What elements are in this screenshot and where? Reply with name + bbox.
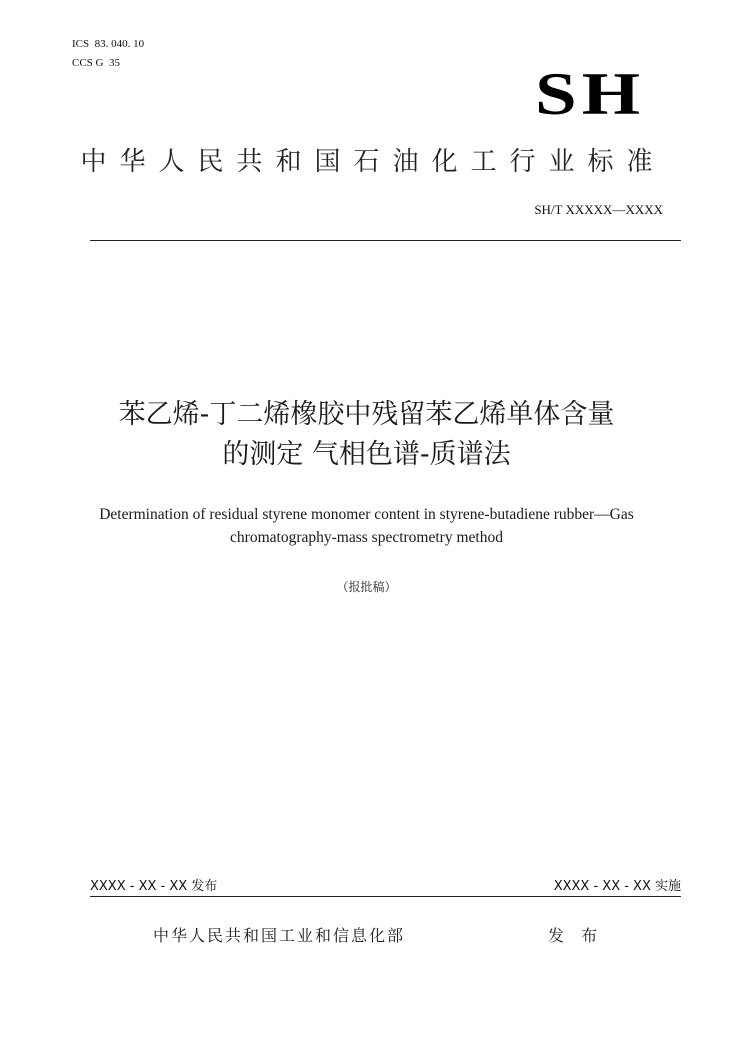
draft-status: （报批稿） <box>336 580 397 594</box>
issue-label: 发 布 <box>548 926 604 945</box>
english-title-line-1: Determination of residual styrene monomer content in styrene-butadiene rubber—Gas <box>99 506 634 523</box>
publish-date: XXXX - XX - XX 发布 <box>90 879 218 894</box>
standard-type-heading: 中华人民共和国石油化工行业标准 <box>80 147 666 177</box>
chinese-title <box>0 395 733 475</box>
ccs-code: CCS G 35 <box>72 57 120 69</box>
chinese-title-line-1: 苯乙烯-丁二烯橡胶中残留苯乙烯单体含量 <box>118 399 615 430</box>
english-title-line-2: chromatography-mass spectrometry method <box>230 529 503 546</box>
implement-date: XXXX - XX - XX 实施 <box>553 879 681 894</box>
english-title <box>40 503 693 549</box>
issuing-authority: 中华人民共和国工业和信息化部 <box>153 926 406 945</box>
sh-logo: SH <box>534 61 645 127</box>
ics-code: ICS 83. 040. 10 <box>72 38 145 50</box>
header-divider <box>90 240 681 241</box>
chinese-title-line-2: 的测定 气相色谱-质谱法 <box>222 439 511 470</box>
footer-divider <box>90 896 681 897</box>
standard-number: SH/T XXXXX—XXXX <box>534 202 663 217</box>
